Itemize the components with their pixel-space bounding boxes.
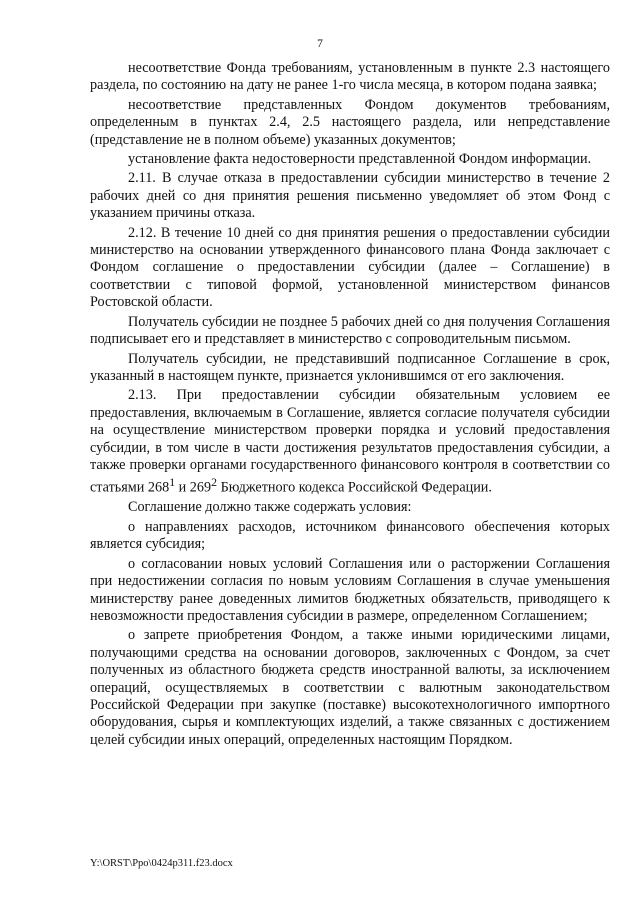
paragraph: о направлениях расходов, источником финансового обеспечения которых является субсидия; xyxy=(90,518,610,553)
superscript: 2 xyxy=(211,475,218,490)
paragraph: несоответствие представленных Фондом документов требованиям, определенным в пунктах 2.4, 2.5 настоящего раздела, или непредставление (представление не в полном объеме) указанных документов; xyxy=(90,96,610,148)
paragraph: Получатель субсидии, не представивший подписанное Соглашение в срок, указанный в настоящем пункте, признается уклонившимся от его заключения. xyxy=(90,350,610,384)
footer-file-path: Y:\ORST\Ppo\0424p311.f23.docx xyxy=(90,858,233,869)
paragraph: несоответствие Фонда требованиям, установленным в пункте 2.3 настоящего раздела, по состоянию на дату не ранее 1-го числа месяца, в котором подана заявка; xyxy=(90,60,610,94)
paragraph: о согласовании новых условий Соглашения или о расторжении Соглашения при недостижении согласия по новым условиям Соглашения в случае уменьшения министерству ранее доведенных лимитов бюджетных обязательств, приводящего к невозможности предоставления субсидии в размере, определенном Соглашением; xyxy=(90,555,610,624)
paragraph: установление факта недостоверности представленной Фондом информации. xyxy=(128,151,592,168)
superscript: 1 xyxy=(169,475,176,490)
paragraph: о запрете приобретения Фондом, а также иными юридическими лицами, получающими средства на основании договоров, заключенных с Фондом, за счет полученных из областного бюджета средств иностранной валюты, за исключением операций, осуществляемых в соответствии с валютным законодательством Российской Федерации при закупке (поставке) высокотехнологичного импортного оборудования, сырья и комплектующих изделий, а также связанных с достижением целей субсидии иных операций, определенных настоящим Порядком. xyxy=(90,627,610,748)
paragraph: Соглашение должно также содержать условия: xyxy=(128,499,412,516)
paragraph: 2.11. В случае отказа в предоставлении субсидии министерство в течение 2 рабочих дней со дня принятия решения письменно уведомляет об этом Фонд с указанием причины отказа. xyxy=(90,170,610,222)
page-number: 7 xyxy=(317,38,323,50)
paragraph: 2.12. В течение 10 дней со дня принятия решения о предоставлении субсидии министерство на основании утвержденного финансового плана Фонда заключает с Фондом соглашение о предоставлении субсидии (далее – Соглашение) в соответствии с типовой формой, установленной министерством финансов Ростовской области. xyxy=(90,224,610,311)
paragraph-2-13 xyxy=(90,387,610,497)
document-body xyxy=(90,60,610,751)
paragraph-text: Бюджетного кодекса Российской Федерации. xyxy=(217,480,492,497)
paragraph-text: и 269 xyxy=(175,480,212,497)
paragraph: Получатель субсидии не позднее 5 рабочих дней со дня получения Соглашения подписывает его и представляет в министерство с сопроводительным письмом. xyxy=(90,313,610,348)
paragraph-text: 2.13. При предоставлении субсидии обязательным условием ее предоставления, включаемым в Соглашение, является согласие получателя субсидии на осуществление министерством проверки порядка и условий предоставления субсидии, в том числе в части достижения результатов предоставления субсидии, а также проверки органами государственного финансового контроля в соответствии со статьями 268 xyxy=(90,387,610,497)
